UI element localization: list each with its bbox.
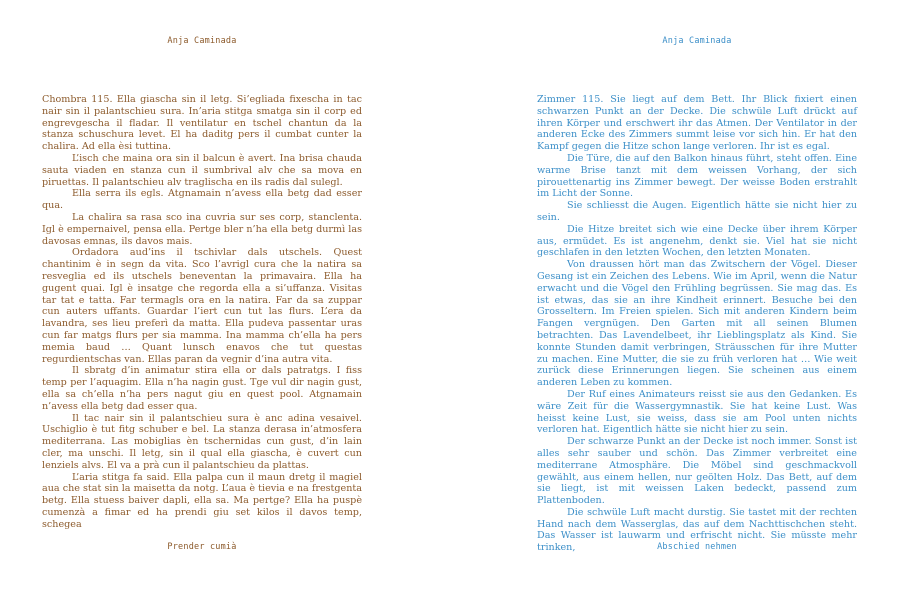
paragraph: L’aria stitga fa said. Ella palpa cun il maun dretg il magiel aua che stat sin la maisetta da notg. L’aua è tievia e na frestgenta betg. Ella stuess baiver dapli, ella sa. Ma pertge? Ella ha puspè cumenzà a fimar ed ha prendi giu set kilos il davos temp, schegea [42,471,362,530]
paragraph: Von draussen hört man das Zwitschern der Vögel. Dieser Gesang ist ein Zeichen des Lebens. Wie im April, wenn die Natur erwacht und die Vögel den Frühling begrüssen. Sie mag das. Es ist etwas, das sie an ihre Kindheit erinnert. Besuche bei den Grosseltern. Im Freien spielen. Sich mit anderen Kindern beim Fangen vergnügen. Den Garten mit all seinen Blumen betrachten. Das Lavendelbeet, ihr Lieblingsplatz als Kind. Sie konnte Stunden damit verbringen, Sträusschen für ihre Mutter zu machen. Eine Mutter, die sie zu früh verloren hat … Wie weit zurück diese Erinnerungen liegen. Sie scheinen aus einem anderen Leben zu kommen. [537,259,857,389]
paragraph: Zimmer 115. Sie liegt auf dem Bett. Ihr Blick fixiert einen schwarzen Punkt an der Decke. Die schwüle Luft drückt auf ihren Körper und erschwert ihr das Atmen. Der Ventilator in der anderen Ecke des Zimmers summt leise vor sich hin. Er hat den Kampf gegen die Hitze schon lange verloren. Ihr ist es egal. [537,94,857,153]
right-page [537,0,857,592]
left-page [42,0,362,592]
page-header-author: Anja Caminada [167,36,237,46]
paragraph: L’isch che maina ora sin il balcun è avert. Ina brisa chauda sauta viaden en stanza cun il sumbrival alv che sa mova en piruettas. Il palantschieu alv traglischa en ils radis dal sulegl. [42,152,362,188]
paragraph: Ella serra ils egls. Atgnamain n’avess ella betg dad esser qua. [42,188,362,212]
german-text-body [537,94,857,554]
paragraph: Die schwüle Luft macht durstig. Sie tastet mit der rechten Hand nach dem Wasserglas, das auf dem Nachttischchen steht. Das Wasser ist lauwarm und erfrischt nicht. Sie müsste mehr trinken, [537,506,857,554]
paragraph: Chombra 115. Ella giascha sin il letg. Si’egliada fixescha in tac nair sin il palantschieu sura. In’aria stitga smatga sin il corp ed engrevgescha il fladar. Il ventilatur en tschel chantun da la stanza schuschura levet. El ha daditg pers il cumbat cunter la chalira. Ad ella èsi tuttina. [42,94,362,153]
page-footer-title: Prender cumià [167,542,237,552]
paragraph: Sie schliesst die Augen. Eigentlich hätte sie nicht hier zu sein. [537,200,857,223]
paragraph: Die Hitze breitet sich wie eine Decke über ihrem Körper aus, ermüdet. Es ist angenehm, denkt sie. Viel hat sie nicht geschlafen in den letzten Wochen, den letzten Monaten. [537,223,857,259]
page-header-author: Anja Caminada [662,36,732,46]
romansh-text-body [42,94,362,530]
paragraph: Il tac nair sin il palantschieu sura è anc adina vesaivel. Uschiglio è tut fitg schuber e bel. La stanza derasa in’atmosfera mediterrana. Las mobiglias èn tschernidas cun gust, d’in lain cler, ma unschi. Il letg, sin il qual ella giascha, è cuvert cun lenziels alvs. El va a prà cun il palantschieu da plattas. [42,412,362,471]
paragraph: Die Türe, die auf den Balkon hinaus führt, steht offen. Eine warme Brise tanzt mit dem weissen Vorhang, der sich pirouettenartig ins Zimmer bewegt. Der weisse Boden erstrahlt im Licht der Sonne. [537,152,857,200]
paragraph: Ordadora aud’ins il tschivlar dals utschels. Quest chantinim è in segn da vita. Sco l’avrigl cura che la natira sa resveglia ed ils utschels beneventan la primavaira. Ella ha gugent quai. Igl è insatge che regorda ella a si’uffanza. Visitas tar tat e tatta. Far termagls ora en la natira. Far da sa zuppar cun auters uffants. Guardar l’iert cun tut las flurs. L’era da lavandra, ses lieu preferì da matta. Ella pudeva passentar uras cun far matgs flurs per sia mamma. Ina mamma ch’ella ha pers memia baud … Quant lunsch enavos che tut questas regurdientschas van. Ellas paran da vegnir d’ina autra vita. [42,247,362,365]
paragraph: Der Ruf eines Animateurs reisst sie aus den Gedanken. Es wäre Zeit für die Wassergymnastik. Sie hat keine Lust. Was heisst keine Lust, sie weiss, dass sie am Pool unten nichts verloren hat. Eigentlich hätte sie nicht hier zu sein. [537,388,857,436]
paragraph: La chalira sa rasa sco ina cuvria sur ses corp, stanclenta. Igl è empernaivel, pensa ella. Pertge bler n’ha ella betg durmì las davosas emnas, ils davos mais. [42,211,362,247]
paragraph: Der schwarze Punkt an der Decke ist noch immer. Sonst ist alles sehr sauber und schön. Das Zimmer verbreitet eine mediterrane Atmosphäre. Die Möbel sind geschmackvoll gewählt, aus einem hellen, nur geölten Holz. Das Bett, auf dem sie liegt, ist mit weissen Laken bedeckt, passend zum Plattenboden. [537,436,857,507]
page-footer-title: Abschied nehmen [657,542,737,552]
paragraph: Il sbratg d’in animatur stira ella or dals patratgs. I fiss temp per l’aquagim. Ella n’ha nagin gust. Tge vul dir nagin gust, ella sa ch’ella n’ha pers nagut giu en quest pool. Atgnamain n’avess ella betg dad esser qua. [42,365,362,412]
